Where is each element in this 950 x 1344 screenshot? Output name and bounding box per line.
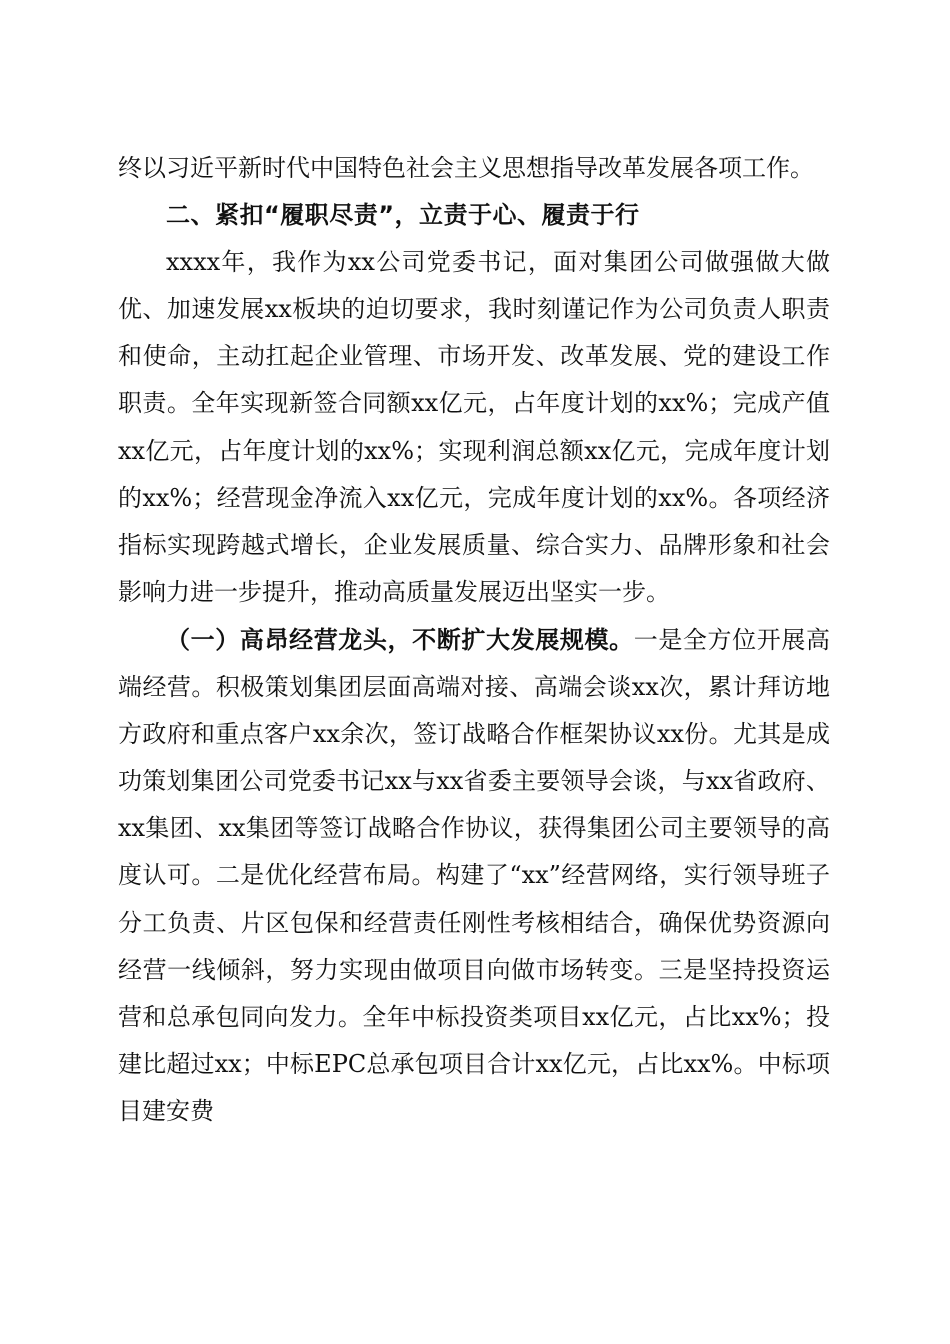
sub-heading: （一）高昂经营龙头，不断扩大发展规模。 bbox=[166, 624, 634, 654]
section-heading: 二、紧扣“履职尽责”，立责于心、履责于行 bbox=[166, 201, 640, 230]
document-body bbox=[118, 145, 830, 1135]
sub-paragraph-text: 一是全方位开展高端经营。积极策划集团层面高端对接、高端会谈xx次，累计拜访地方政府和重点客户xx余次，签订战略合作框架协议xx份。尤其是成功策划集团公司党委书记xx与xx省委主要领导会谈，与xx省政府、xx集团、xx集团等签订战略合作协议，获得集团公司主要领导的高度认可。二是优化经营布局。构建了“xx”经营网络，实行领导班子分工负责、片区包保和经营责任刚性考核相结合，确保优势资源向经营一线倾斜，努力实现由做项目向做市场转变。三是坚持投资运营和总承包同向发力。全年中标投资类项目xx亿元，占比xx%；投建比超过xx；中标EPC总承包项目合计xx亿元，占比xx%。中标项目建安费 bbox=[118, 625, 831, 1125]
continuation-paragraph: 终以习近平新时代中国特色社会主义思想指导改革发展各项工作。 bbox=[118, 154, 814, 182]
body-paragraph: xxxx年，我作为xx公司党委书记，面对集团公司做强做大做优、加速发展xx板块的迫切要求，我时刻谨记作为公司负责人职责和使命，主动扛起企业管理、市场开发、改革发展、党的建设工作职责。全年实现新签合同额xx亿元，占年度计划的xx%；完成产值xx亿元，占年度计划的xx%；实现利润总额xx亿元，完成年度计划的xx%；经营现金净流入xx亿元，完成年度计划的xx%。各项经济指标实现跨越式增长，企业发展质量、综合实力、品牌形象和社会影响力进一步提升，推动高质量发展迈出坚实一步。 bbox=[118, 248, 830, 606]
body-paragraph bbox=[118, 616, 830, 1135]
